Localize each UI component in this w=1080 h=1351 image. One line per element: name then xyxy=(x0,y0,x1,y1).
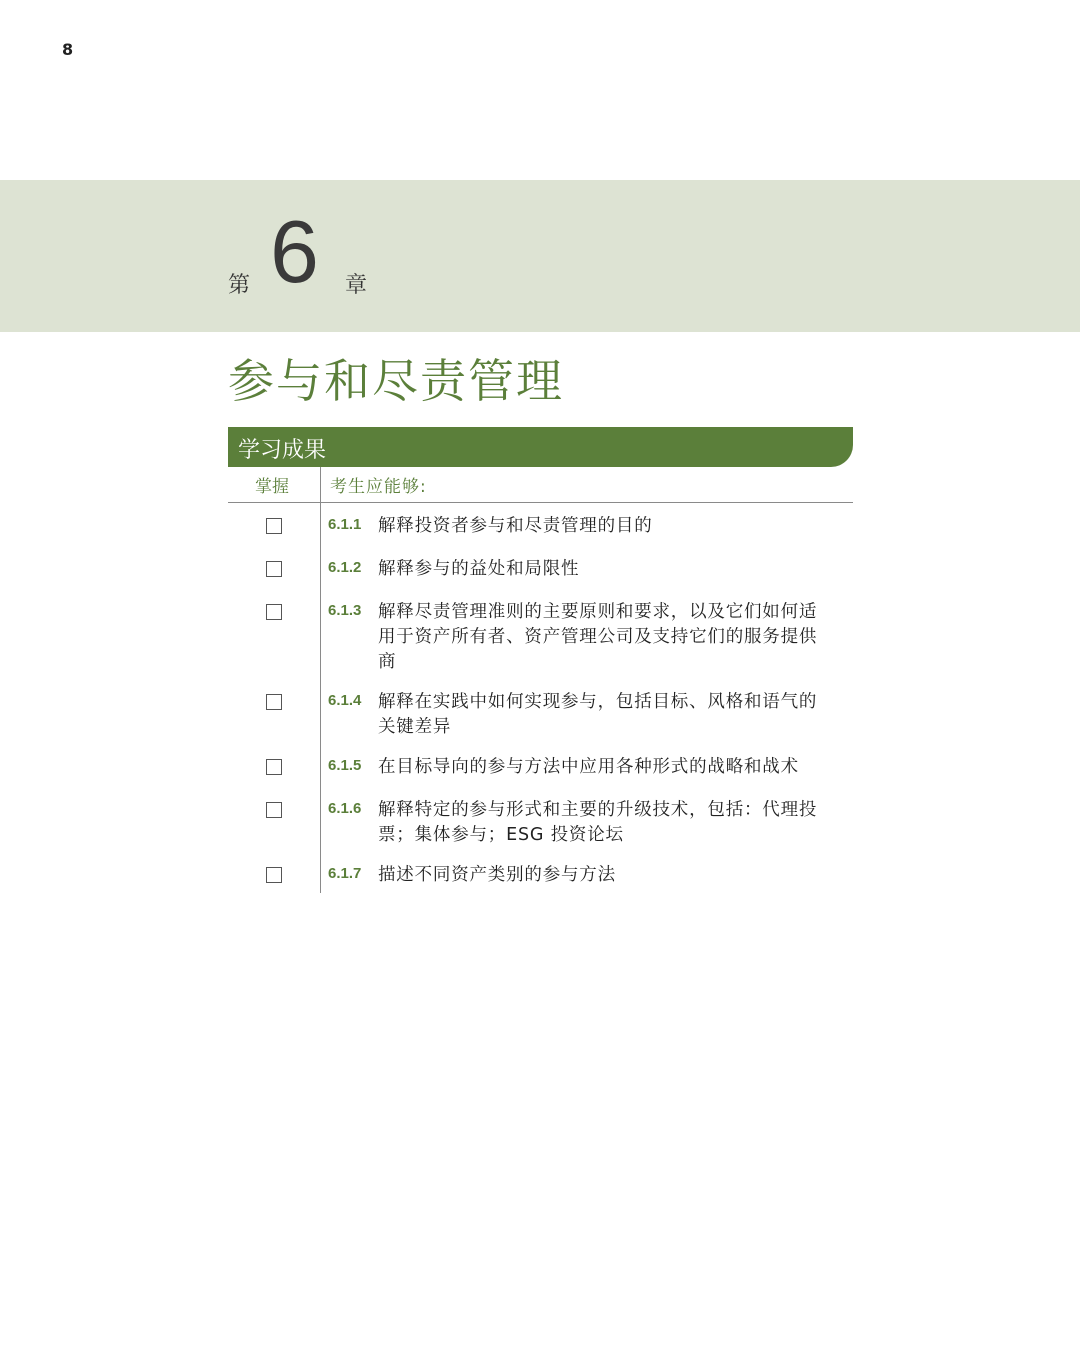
chapter-suffix: 章 xyxy=(345,273,368,298)
column-divider xyxy=(320,467,321,893)
outcome-text: 解释投资者参与和尽责管理的目的 xyxy=(378,516,653,536)
outcome-code: 6.1.3 xyxy=(328,602,362,619)
outcome-code: 6.1.1 xyxy=(328,516,362,533)
column-header-intro: 考生应能够: xyxy=(330,477,427,497)
mastery-checkbox[interactable] xyxy=(266,694,282,710)
outcome-text: 解释在实践中如何实现参与，包括目标、风格和语气的关键差异 xyxy=(378,692,818,737)
outcome-code: 6.1.4 xyxy=(328,692,362,709)
outcome-text: 解释参与的益处和局限性 xyxy=(378,559,580,579)
header-divider xyxy=(228,502,853,503)
learning-outcomes-title: 学习成果 xyxy=(238,438,327,463)
outcome-text: 解释特定的参与形式和主要的升级技术，包括：代理投票；集体参与；ESG 投资论坛 xyxy=(378,800,818,845)
chapter-band xyxy=(0,180,1080,332)
mastery-checkbox[interactable] xyxy=(266,561,282,577)
outcome-code: 6.1.2 xyxy=(328,559,362,576)
learning-outcomes-header xyxy=(228,427,853,467)
outcome-text: 在目标导向的参与方法中应用各种形式的战略和战术 xyxy=(378,757,799,777)
chapter-number: 6 xyxy=(270,202,319,301)
outcome-text: 描述不同资产类别的参与方法 xyxy=(378,865,616,885)
chapter-prefix: 第 xyxy=(228,273,251,298)
mastery-checkbox[interactable] xyxy=(266,604,282,620)
mastery-checkbox[interactable] xyxy=(266,759,282,775)
chapter-title: 参与和尽责管理 xyxy=(228,354,564,408)
mastery-checkbox[interactable] xyxy=(266,867,282,883)
outcome-text: 解释尽责管理准则的主要原则和要求，以及它们如何适用于资产所有者、资产管理公司及支持它们的服务提供商 xyxy=(378,602,818,672)
page-number: 8 xyxy=(62,40,74,59)
outcome-code: 6.1.5 xyxy=(328,757,362,774)
outcome-code: 6.1.7 xyxy=(328,865,362,882)
column-header-master: 掌握 xyxy=(255,477,289,497)
mastery-checkbox[interactable] xyxy=(266,518,282,534)
mastery-checkbox[interactable] xyxy=(266,802,282,818)
outcome-code: 6.1.6 xyxy=(328,800,362,817)
